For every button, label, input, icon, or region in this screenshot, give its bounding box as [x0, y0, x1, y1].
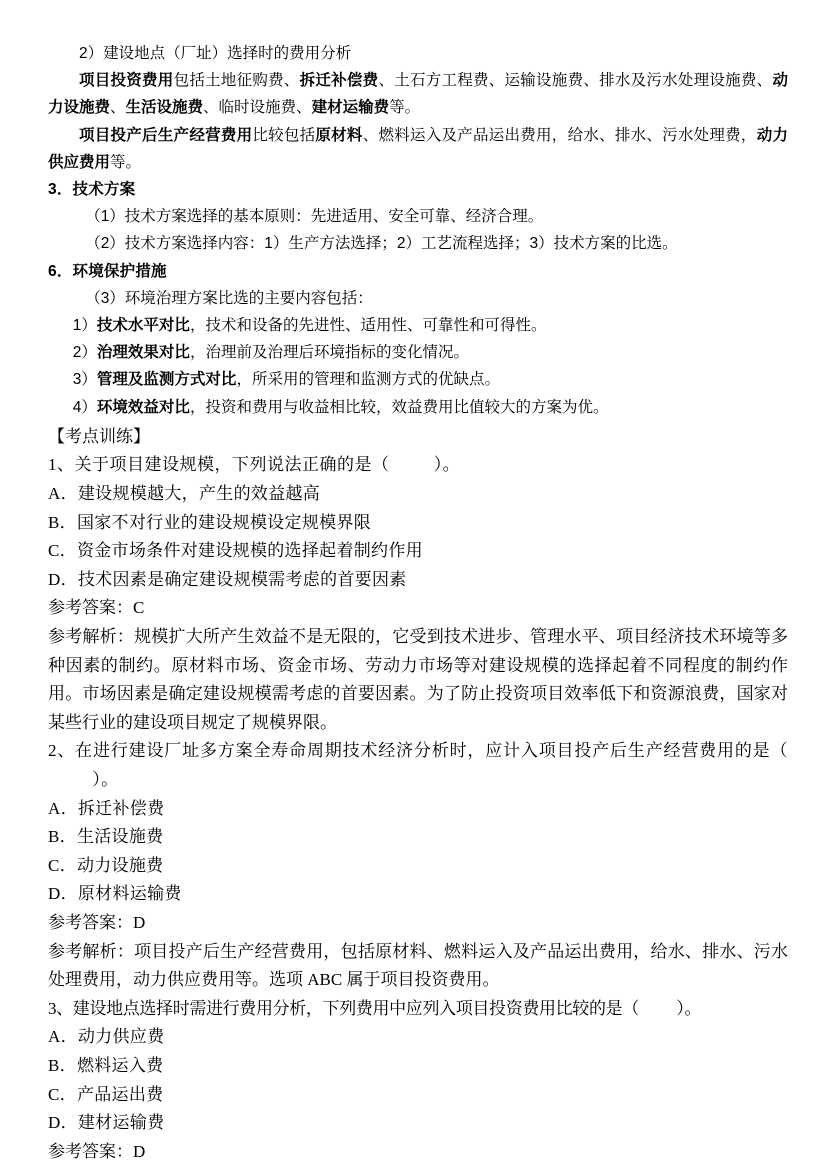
section-heading-6: 6．环境保护措施	[48, 262, 167, 280]
section-6-item-1-bold: 技术水平对比	[96, 317, 190, 335]
question-1-answer	[48, 594, 788, 623]
question-1-stem-suffix: ）。	[433, 455, 461, 475]
operating-cost-t3: 等。	[110, 153, 142, 171]
question-3-option-a: A．动力供应费	[48, 1027, 165, 1047]
section-6-item-2-rest: ，治理前及治理后环境指标的变化情况。	[189, 344, 469, 362]
operating-cost-b1: 原材料	[315, 126, 363, 144]
question-2-answer-value: D	[133, 912, 146, 932]
question-2-analysis-text: 项目投产后生产经营费用，包括原材料、燃料运入及产品运出费用，给水、排水、污水处理费用，动力供应费用等。选项 ABC 属于项目投资费用。	[48, 941, 789, 990]
question-3-stem	[48, 995, 788, 1024]
section-6-item-2-bold: 治理效果对比	[96, 344, 190, 362]
investment-cost-t3: 、	[110, 99, 126, 117]
investment-cost-t1: 包括土地征购费、	[173, 72, 300, 90]
section-6-item-3	[48, 366, 788, 393]
question-1-analysis-text: 规模扩大所产生效益不是无限的，它受到技术进步、管理水平、项目经济技术环境等多种因素的制约。原材料市场、资金市场、劳动力市场等对建设规模的选择起着不同程度的制约作用。市场因素是确定建设规模需考虑的首要因素。为了防止投资项目效率低下和资源浪费，国家对某些行业的建设项目规定了规模界限。	[48, 627, 789, 732]
question-3-stem-prefix: 3、建设地点选择时需进行费用分析，下列费用中应列入项目投资费用比较的是（	[48, 998, 639, 1018]
question-2-answer	[48, 909, 788, 938]
question-3-answer	[48, 1138, 788, 1167]
section-6-item-4-num: 4）	[72, 398, 97, 416]
question-3-option-c: C．产品运出费	[48, 1084, 164, 1104]
operating-cost-paragraph	[48, 122, 788, 176]
question-3-option-b: B．燃料运入费	[48, 1055, 164, 1075]
investment-cost-paragraph	[48, 67, 788, 121]
question-2-stem-suffix: ）。	[92, 769, 119, 789]
question-2-analysis	[48, 938, 788, 995]
question-2-option-c: C．动力设施费	[48, 855, 164, 875]
section-3-item-1: （1）技术方案选择的基本原则：先进适用、安全可靠、经济合理。	[85, 208, 544, 226]
section-6-item-2-num: 2）	[72, 344, 97, 362]
section-6-item-4-rest: ，投资和费用与收益相比较，效益费用比值较大的方案为优。	[189, 398, 609, 416]
notes-heading-2: 2）建设地点（厂址）选择时的费用分析	[79, 45, 352, 62]
operating-cost-b2: 动力供应费用	[48, 126, 788, 171]
question-2-analysis-label: 参考解析：	[48, 941, 135, 961]
section-3-item-2: （2）技术方案选择内容：1）生产方法选择；2）工艺流程选择；3）技术方案的比选。	[85, 235, 678, 253]
question-2-option-b: B．生活设施费	[48, 827, 164, 847]
section-6-item-3-rest: ，所采用的管理和监测方式的优缺点。	[236, 371, 500, 389]
question-1-option-c: C．资金市场条件对建设规模的选择起着制约作用	[48, 541, 423, 561]
question-3-option-d: D．建材运输费	[48, 1113, 165, 1133]
question-1-analysis	[48, 623, 788, 737]
question-1-stem	[48, 451, 788, 480]
section-6-item-3-bold: 管理及监测方式对比	[96, 371, 237, 389]
question-1-option-a: A．建设规模越大，产生的效益越高	[48, 484, 321, 504]
practice-section	[48, 423, 788, 1166]
question-1-answer-label: 参考答案：	[48, 598, 133, 618]
practice-section-header: 【考点训练】	[48, 426, 150, 446]
investment-cost-t5: 等。	[389, 99, 421, 117]
question-1-option-d: D．技术因素是确定建设规模需考虑的首要因素	[48, 569, 407, 589]
section-6-item-1-rest: ，技术和设备的先进性、适用性、可靠性和可得性。	[189, 317, 547, 335]
investment-cost-b3: 生活设施费	[125, 99, 204, 117]
section-6-intro: （3）环境治理方案比选的主要内容包括：	[85, 289, 373, 307]
question-3-stem-suffix: ）。	[676, 998, 702, 1018]
section-6-item-2	[48, 339, 788, 366]
section-6-item-4-bold: 环境效益对比	[96, 398, 190, 416]
section-6-item-1-num: 1）	[72, 317, 97, 335]
notes-section	[48, 40, 788, 421]
section-6-item-4	[48, 394, 788, 421]
question-2-answer-label: 参考答案：	[48, 912, 133, 932]
question-2-stem	[48, 737, 788, 794]
operating-cost-t1: 比较包括	[252, 126, 316, 144]
question-3-answer-value: D	[133, 1141, 146, 1161]
investment-cost-t4: 、临时设施费、	[203, 99, 312, 117]
section-6-item-3-num: 3）	[72, 371, 97, 389]
operating-cost-t2: 、燃料运入及产品运出费用，给水、排水、污水处理费，	[362, 126, 757, 144]
question-2-option-a: A．拆迁补偿费	[48, 798, 165, 818]
investment-cost-lead: 项目投资费用	[79, 72, 174, 90]
investment-cost-t2: 、土石方工程费、运输设施费、排水及污水处理设施费、	[378, 72, 773, 90]
question-1-option-b: B．国家不对行业的建设规模设定规模界限	[48, 512, 372, 532]
operating-cost-lead: 项目投产后生产经营费用	[79, 126, 253, 144]
section-heading-3: 3．技术方案	[48, 181, 136, 199]
question-1-stem-prefix: 1、关于项目建设规模，下列说法正确的是（	[48, 455, 390, 475]
investment-cost-b2: 动力设施费	[48, 72, 788, 117]
investment-cost-b4: 建材运输费	[311, 99, 390, 117]
question-2-stem-prefix: 2、在进行建设厂址多方案全寿命周期技术经济分析时，应计入项目投产后生产经营费用的是（	[48, 741, 788, 761]
question-1-answer-value: C	[133, 598, 145, 618]
section-6-item-1	[48, 312, 788, 339]
question-3-answer-label: 参考答案：	[48, 1141, 133, 1161]
question-2-option-d: D．原材料运输费	[48, 884, 182, 904]
investment-cost-b1: 拆迁补偿费	[299, 72, 379, 90]
question-1-analysis-label: 参考解析：	[48, 627, 135, 646]
